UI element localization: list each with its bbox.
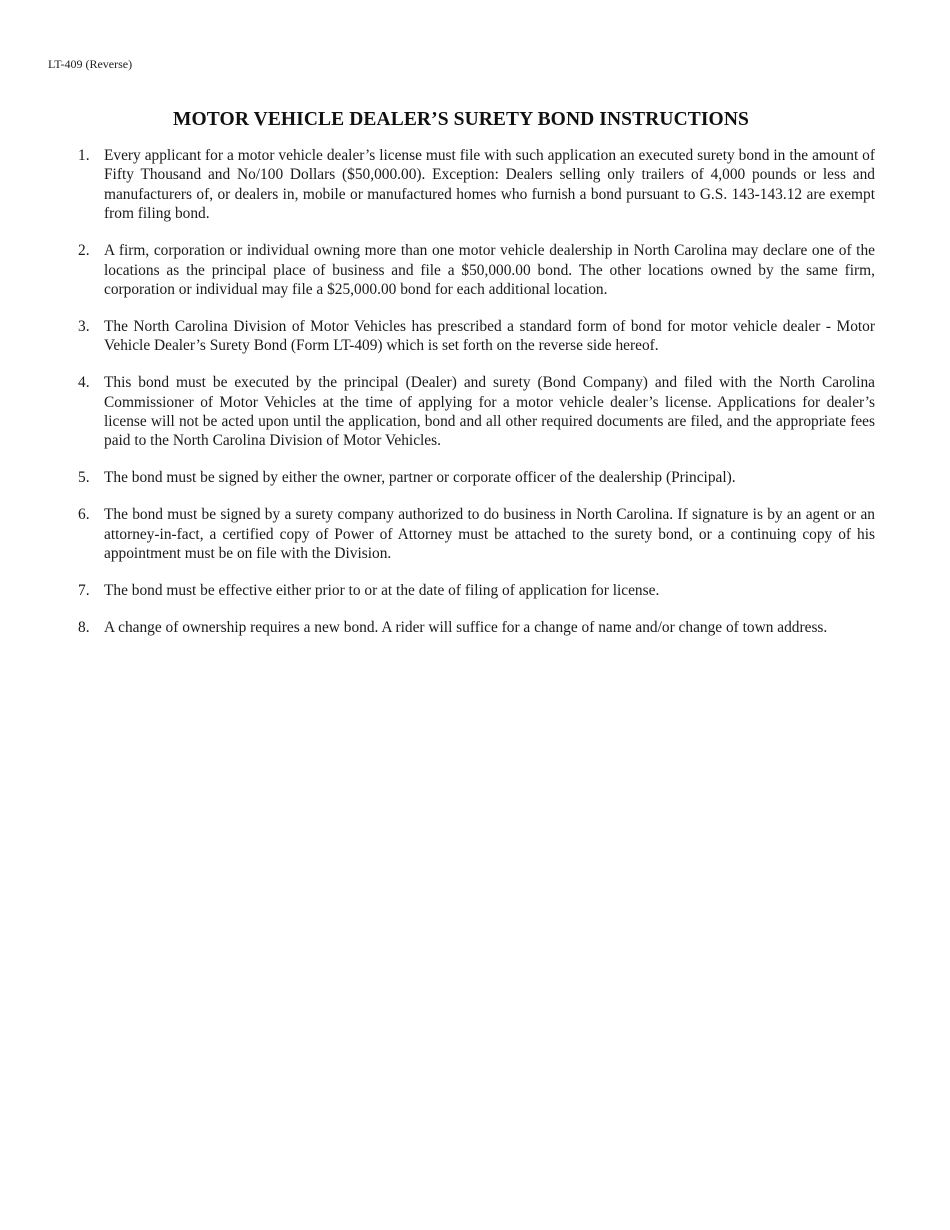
instruction-text: Every applicant for a motor vehicle dealer’s license must file with such application an executed surety bond in the amount of Fifty Thousand and No/100 Dollars ($50,000.00). Exception: Dealers selling only trailers of 4,000 pounds or less and manufacturers of, or dealers in, mobile or manufactured homes who furnish a bond pursuant to G.S. 143-143.12 are exempt from filing bond.	[104, 147, 875, 223]
instruction-item	[78, 317, 875, 356]
instructions-list	[78, 146, 875, 655]
instruction-text: The bond must be signed by a surety company authorized to do business in North Carolina. If signature is by an agent or an attorney-in-fact, a certified copy of Power of Attorney must be attached to the surety bond, or a continuing copy of his appointment must be on file with the Division.	[104, 506, 875, 562]
instruction-text: The bond must be signed by either the owner, partner or corporate officer of the dealership (Principal).	[104, 469, 736, 487]
instruction-number: 7.	[78, 581, 90, 599]
instruction-number: 1.	[78, 147, 90, 164]
instruction-item	[78, 146, 875, 224]
instruction-item	[78, 581, 875, 600]
instruction-number: 2.	[78, 242, 90, 260]
instruction-text: A change of ownership requires a new bond. A rider will suffice for a change of name and/or change of town address.	[104, 618, 828, 636]
instruction-number: 6.	[78, 506, 90, 524]
document-title: MOTOR VEHICLE DEALER’S SURETY BOND INSTRUCTIONS	[173, 109, 749, 131]
form-id: LT-409 (Reverse)	[48, 57, 133, 71]
instruction-text: This bond must be executed by the principal (Dealer) and surety (Bond Company) and filed with the North Carolina Commissioner of Motor Vehicles at the time of applying for a motor vehicle dealer’s license. Applications for dealer’s license will not be acted upon until the application, bond and all other required documents are filed, and the appropriate fees paid to the North Carolina Division of Motor Vehicles.	[104, 374, 875, 450]
instruction-number: 5.	[78, 469, 90, 487]
instruction-text: A firm, corporation or individual owning more than one motor vehicle dealership in North Carolina may declare one of the locations as the principal place of business and file a $50,000.00 bond. The other locations owned by the same firm, corporation or individual may file a $25,000.00 bond for each additional location.	[104, 242, 875, 298]
instruction-item	[78, 505, 875, 563]
instruction-item	[78, 468, 875, 487]
instruction-text: The bond must be effective either prior to or at the date of filing of application for license.	[104, 581, 660, 599]
instruction-number: 4.	[78, 374, 90, 392]
instruction-text: The North Carolina Division of Motor Vehicles has prescribed a standard form of bond for motor vehicle dealer - Motor Vehicle Dealer’s Surety Bond (Form LT-409) which is set forth on the reverse side hereof.	[104, 317, 875, 355]
instruction-item	[78, 241, 875, 299]
instruction-item	[78, 618, 875, 637]
instruction-item	[78, 373, 875, 451]
instruction-number: 8.	[78, 618, 90, 636]
instruction-number: 3.	[78, 317, 90, 335]
